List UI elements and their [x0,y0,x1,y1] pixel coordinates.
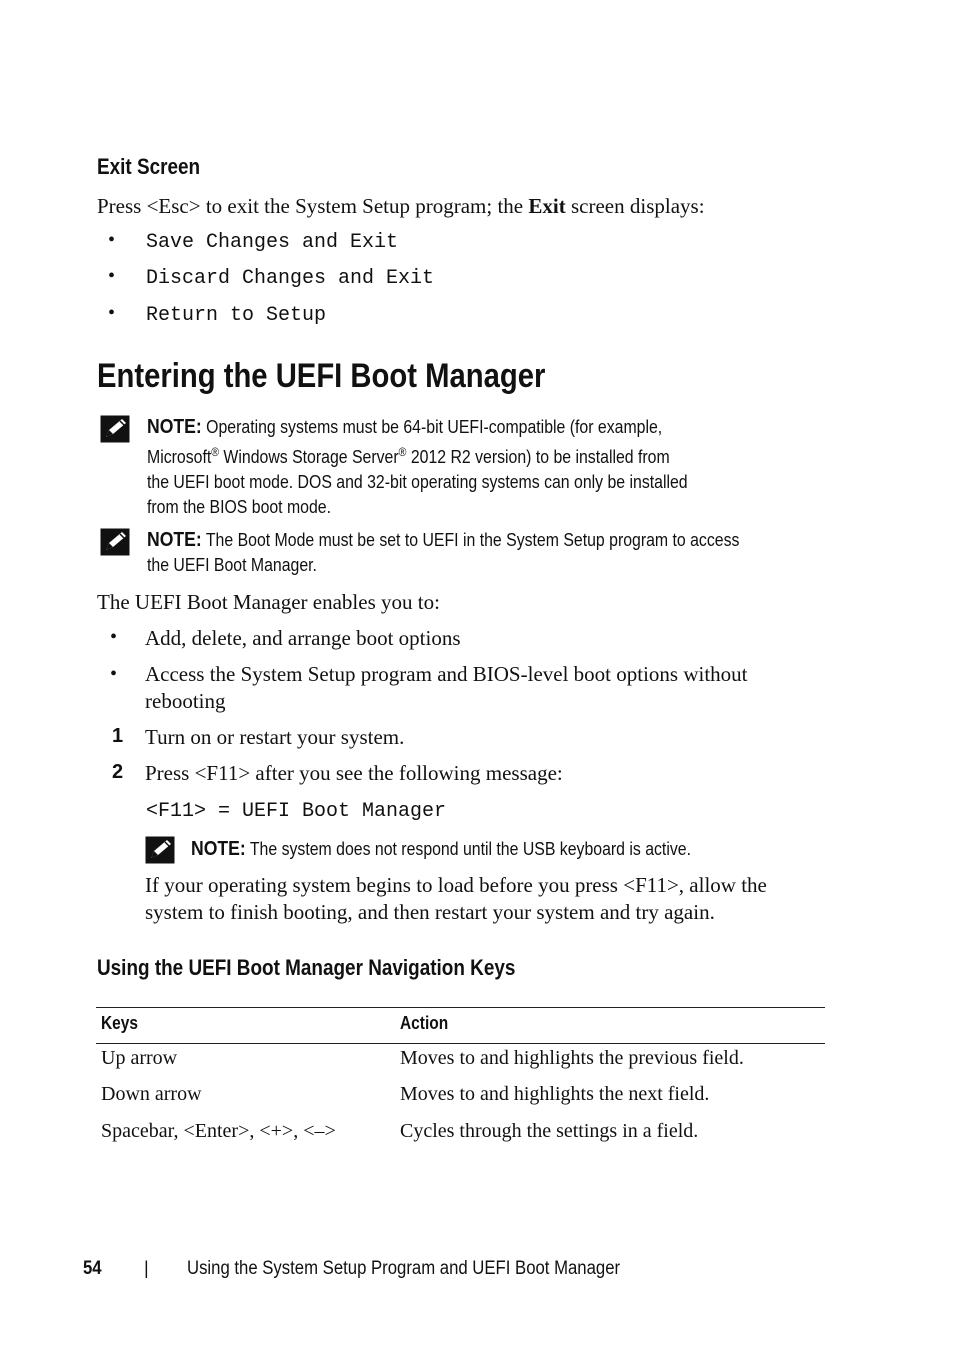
footer-title: Using the System Setup Program and UEFI Boot Manager [187,1258,621,1279]
note-pencil-icon [100,415,130,443]
table-header-keys: Keys [101,1013,139,1033]
note-2-line: The Boot Mode must be set to [205,530,423,550]
table-cell-key: Up arrow [101,1047,178,1069]
section-heading-exit-screen: Exit Screen [97,154,201,179]
exit-intro-text-end: screen displays: [565,194,705,218]
uefi-mode-value: UEFI [422,530,459,550]
exit-intro-text: Press <Esc> to exit the System Setup program; the [97,194,529,218]
note-label: NOTE: [147,529,202,551]
note-label: NOTE: [147,416,202,438]
note-label: NOTE: [191,838,246,860]
exit-option: Discard Changes and Exit [146,267,435,290]
boot-message: <F11> = UEFI Boot Manager [146,800,447,823]
table-top-rule [96,1007,825,1008]
step-number: 2 [112,761,124,783]
note-1 [147,415,688,520]
table-cell-action: Moves to and highlights the previous field. [400,1047,744,1069]
footer-separator: | [144,1258,149,1278]
enables-intro: The UEFI Boot Manager enables you to: [97,590,440,614]
registered-mark: ® [211,445,220,459]
bullet-icon: • [110,626,118,648]
note-3 [191,837,691,862]
exit-option: Return to Setup [146,304,327,327]
step-number: 1 [112,725,124,747]
table-cell-action: Cycles through the settings in a field. [400,1120,699,1142]
exit-bold-word: Exit [528,194,566,218]
note-pencil-icon [100,528,130,556]
bullet-icon: • [108,265,116,287]
table-header-action: Action [400,1013,449,1033]
note-1-line: Operating systems must be 64-bit UEFI-compatible (for example, [206,417,663,437]
table-cell-key: Spacebar, <Enter>, <+>, <–> [101,1120,336,1142]
exit-intro [97,193,705,220]
note-2-line: the UEFI Boot Manager. [147,555,317,575]
note-1-line: Microsoft [147,447,212,467]
bullet-icon: • [108,229,116,251]
step-text: Turn on or restart your system. [145,725,405,749]
table-cell-key: Down arrow [101,1083,202,1105]
note-3-line: The system does not respond until the USB keyboard is active. [249,839,691,859]
note-1-line: from the BIOS boot mode. [147,497,332,517]
exit-option: Save Changes and Exit [146,231,399,254]
section-heading-uefi-boot-manager: Entering the UEFI Boot Manager [97,357,546,395]
page-number: 54 [83,1258,102,1279]
note-1-line: 2012 R2 version) to be installed from [406,447,670,467]
paragraph-line: If your operating system begins to load before you press <F11>, allow the [145,873,767,897]
list-item: Access the System Setup program and BIOS-level boot options without [145,662,748,686]
list-item: Add, delete, and arrange boot options [145,626,461,650]
note-1-line: the UEFI boot mode. DOS and 32-bit operating systems can only be installed [147,472,688,492]
bullet-icon: • [110,663,118,685]
note-2 [147,528,739,578]
note-pencil-icon [145,836,175,864]
bullet-icon: • [108,302,116,324]
table-cell-action: Moves to and highlights the next field. [400,1083,710,1105]
registered-mark: ® [398,445,407,459]
list-item-continued: rebooting [145,689,226,713]
step-text: Press <F11> after you see the following message: [145,761,563,785]
section-heading-navigation-keys: Using the UEFI Boot Manager Navigation Keys [97,955,516,980]
after-note-paragraph [145,872,767,926]
note-1-line: Windows Storage Server [219,447,399,467]
table-header-rule [96,1043,825,1044]
paragraph-line: system to finish booting, and then restart your system and try again. [145,900,715,924]
note-2-line: in the System Setup program to access [458,530,740,550]
